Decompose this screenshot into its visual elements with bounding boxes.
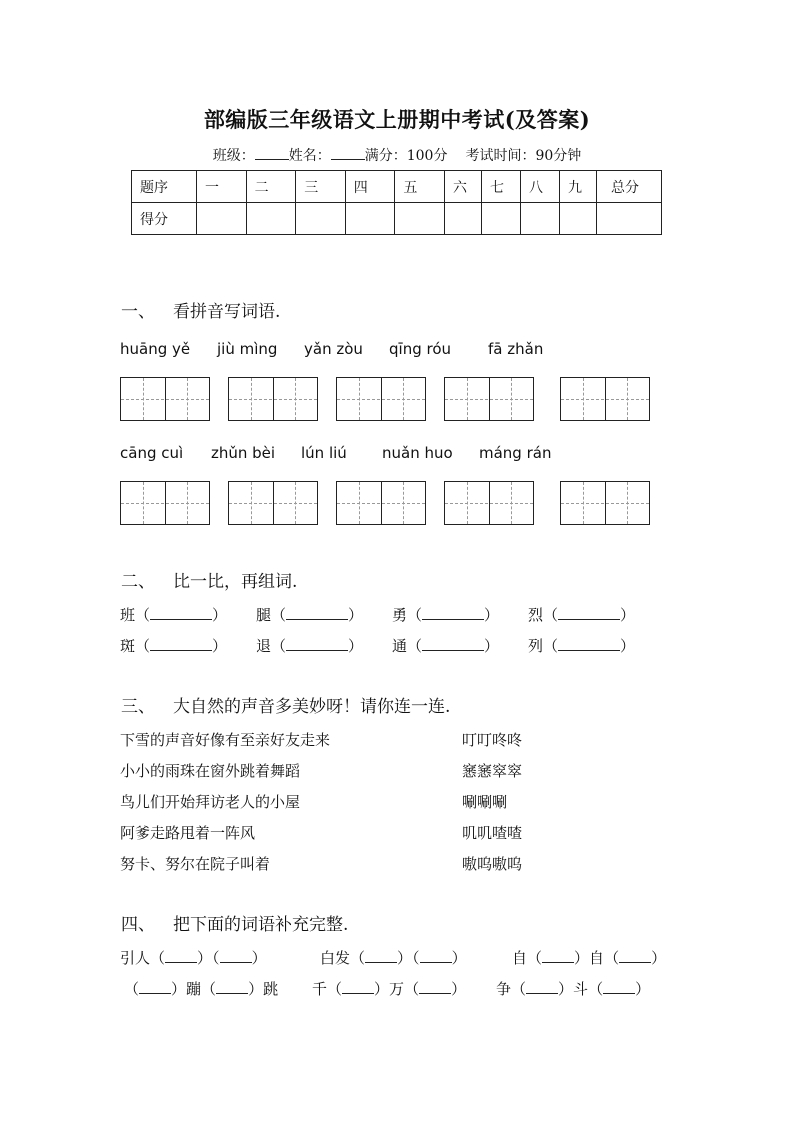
idiom-text: 蹦: [186, 980, 202, 998]
paren-open: （: [124, 980, 140, 998]
score-input-cell[interactable]: [246, 203, 296, 235]
pinyin-item: zhǔn bèi: [211, 444, 276, 462]
score-input-cell[interactable]: [560, 203, 597, 235]
section4-number: 四、: [121, 915, 155, 935]
match-right-item[interactable]: 唰唰唰: [462, 793, 508, 811]
paren-open: （: [412, 949, 420, 967]
writing-grid[interactable]: [228, 481, 318, 525]
exam-info: [0, 145, 794, 165]
paren-close: ）: [451, 949, 467, 967]
compare-char: 斑: [120, 637, 136, 655]
idiom-item[interactable]: [312, 978, 466, 999]
score-cell: 九: [560, 171, 597, 203]
score-input-cell[interactable]: [597, 203, 662, 235]
compare-item[interactable]: [392, 604, 499, 625]
idiom-text: 自: [512, 949, 528, 967]
writing-grid[interactable]: [120, 481, 210, 525]
compare-char: 列: [528, 637, 544, 655]
paren-close: ）: [171, 980, 187, 998]
section4-title: 把下面的词语补充完整.: [173, 915, 349, 935]
paren-close: ）: [197, 949, 213, 967]
paren-close: ）: [651, 949, 667, 967]
pinyin-item: jiù mìng: [217, 340, 278, 358]
time-label: 考试时间：90分钟: [465, 148, 582, 164]
pinyin-item: máng rán: [479, 444, 552, 462]
page-title: 部编版三年级语文上册期中考试(及答案): [203, 107, 591, 132]
idiom-item[interactable]: [512, 947, 666, 968]
writing-grid[interactable]: [444, 377, 534, 421]
writing-grid[interactable]: [560, 377, 650, 421]
paren-close: ）: [620, 637, 636, 655]
score-cell: 一: [197, 171, 247, 203]
idiom-item[interactable]: [124, 978, 278, 999]
pinyin-item: cāng cuì: [120, 444, 184, 462]
idiom-text: 争: [496, 980, 512, 998]
score-row-label: 得分: [132, 203, 197, 235]
idiom-item[interactable]: [120, 947, 267, 968]
paren-close: ）: [484, 637, 500, 655]
paren-open: （: [271, 637, 287, 655]
compare-item[interactable]: [120, 604, 227, 625]
match-right-item[interactable]: 嗷呜嗷呜: [462, 855, 523, 873]
writing-grid[interactable]: [336, 377, 426, 421]
paren-open: （: [212, 949, 220, 967]
pinyin-item: fā zhǎn: [488, 340, 544, 358]
paren-open: （: [135, 637, 151, 655]
idiom-text: 跳: [263, 980, 279, 998]
class-blank[interactable]: [255, 147, 289, 160]
compare-char: 班: [120, 606, 136, 624]
match-right-item[interactable]: 窸窸窣窣: [462, 762, 523, 780]
score-cell: 八: [521, 171, 560, 203]
compare-char: 勇: [392, 606, 408, 624]
paren-close: ）: [212, 606, 228, 624]
section1-title: 看拼音写词语.: [173, 302, 281, 322]
full-score-label: 满分：100分: [364, 148, 448, 164]
paren-open: （: [271, 606, 287, 624]
match-right-item[interactable]: 叽叽喳喳: [462, 824, 523, 842]
idiom-text: 千: [312, 980, 328, 998]
paren-close: ）: [558, 980, 574, 998]
section3-heading: [121, 692, 450, 717]
section2-title: 比一比，再组词.: [173, 572, 298, 592]
pinyin-item: nuǎn huo: [382, 444, 453, 462]
paren-open: （: [201, 980, 217, 998]
section3-number: 三、: [121, 697, 155, 717]
match-right-item[interactable]: 叮叮咚咚: [462, 731, 523, 749]
score-cell: 七: [482, 171, 521, 203]
match-left-item[interactable]: 小小的雨珠在窗外跳着舞蹈: [120, 762, 301, 780]
paren-open: （: [543, 606, 559, 624]
match-left-item[interactable]: 阿爹走路甩着一阵风: [120, 824, 256, 842]
score-cell: 三: [296, 171, 346, 203]
score-table-score-row: [132, 203, 662, 235]
paren-open: （: [404, 980, 420, 998]
idiom-item[interactable]: [496, 978, 650, 999]
paren-close: ）: [484, 606, 500, 624]
score-input-cell[interactable]: [296, 203, 346, 235]
compare-char: 退: [256, 637, 272, 655]
score-table-header-row: [132, 171, 662, 203]
idiom-text: 引人: [120, 949, 151, 967]
paren-open: （: [407, 637, 423, 655]
class-label: 班级：: [212, 148, 255, 164]
writing-grid[interactable]: [336, 481, 426, 525]
paren-close: ）: [251, 949, 267, 967]
score-cell: 总分: [597, 171, 662, 203]
pinyin-item: huāng yě: [120, 340, 191, 358]
paren-close: ）: [248, 980, 264, 998]
paren-close: ）: [374, 980, 390, 998]
pinyin-item: qīng róu: [389, 340, 452, 358]
paren-close: ）: [348, 637, 364, 655]
compare-item[interactable]: [120, 635, 227, 656]
paren-open: （: [350, 949, 366, 967]
section2-number: 二、: [121, 572, 155, 592]
score-cell: 题序: [132, 171, 197, 203]
writing-grid[interactable]: [444, 481, 534, 525]
idiom-text: 万: [389, 980, 405, 998]
pinyin-item: yǎn zòu: [304, 340, 363, 358]
compare-item[interactable]: [392, 635, 499, 656]
paren-close: ）: [635, 980, 651, 998]
paren-open: （: [407, 606, 423, 624]
score-cell: 六: [445, 171, 482, 203]
match-left-item[interactable]: 下雪的声音好像有至亲好友走来: [120, 731, 331, 749]
score-input-cell[interactable]: [197, 203, 247, 235]
idiom-item[interactable]: [320, 947, 467, 968]
paren-open: （: [543, 637, 559, 655]
score-input-cell[interactable]: [395, 203, 445, 235]
compare-item[interactable]: [528, 635, 635, 656]
pinyin-item: lún liú: [301, 444, 347, 462]
score-cell: 四: [345, 171, 395, 203]
score-cell: 二: [246, 171, 296, 203]
writing-grid[interactable]: [120, 377, 210, 421]
score-input-cell[interactable]: [445, 203, 482, 235]
paren-open: （: [150, 949, 166, 967]
section3-title: 大自然的声音多美妙呀！请你连一连.: [173, 697, 451, 717]
name-label: 姓名：: [288, 148, 331, 164]
compare-item[interactable]: [528, 604, 635, 625]
paren-open: （: [511, 980, 527, 998]
paren-close: ）: [574, 949, 590, 967]
score-cell: 五: [395, 171, 445, 203]
score-table: [131, 170, 662, 235]
writing-grid[interactable]: [228, 377, 318, 421]
idiom-text: 斗: [573, 980, 589, 998]
score-input-cell[interactable]: [521, 203, 560, 235]
score-input-cell[interactable]: [345, 203, 395, 235]
score-input-cell[interactable]: [482, 203, 521, 235]
writing-grid[interactable]: [560, 481, 650, 525]
compare-item[interactable]: [256, 604, 363, 625]
idiom-text: 白发: [320, 949, 351, 967]
compare-char: 烈: [528, 606, 544, 624]
paren-close: ）: [451, 980, 467, 998]
compare-item[interactable]: [256, 635, 363, 656]
paren-open: （: [604, 949, 620, 967]
paren-open: （: [327, 980, 343, 998]
match-left-item[interactable]: 鸟儿们开始拜访老人的小屋: [120, 793, 301, 811]
match-left-item[interactable]: 努卡、努尔在院子叫着: [120, 855, 271, 873]
section2-heading: [121, 567, 297, 592]
paren-open: （: [588, 980, 604, 998]
section1-heading: [121, 297, 280, 322]
paren-open: （: [527, 949, 543, 967]
compare-char: 通: [392, 637, 408, 655]
section4-heading: [121, 910, 348, 935]
paren-close: ）: [620, 606, 636, 624]
compare-char: 腿: [256, 606, 272, 624]
paren-close: ）: [397, 949, 413, 967]
paren-close: ）: [212, 637, 228, 655]
section1-number: 一、: [121, 302, 155, 322]
idiom-text: 自: [589, 949, 605, 967]
paren-close: ）: [348, 606, 364, 624]
paren-open: （: [135, 606, 151, 624]
name-blank[interactable]: [331, 147, 365, 160]
